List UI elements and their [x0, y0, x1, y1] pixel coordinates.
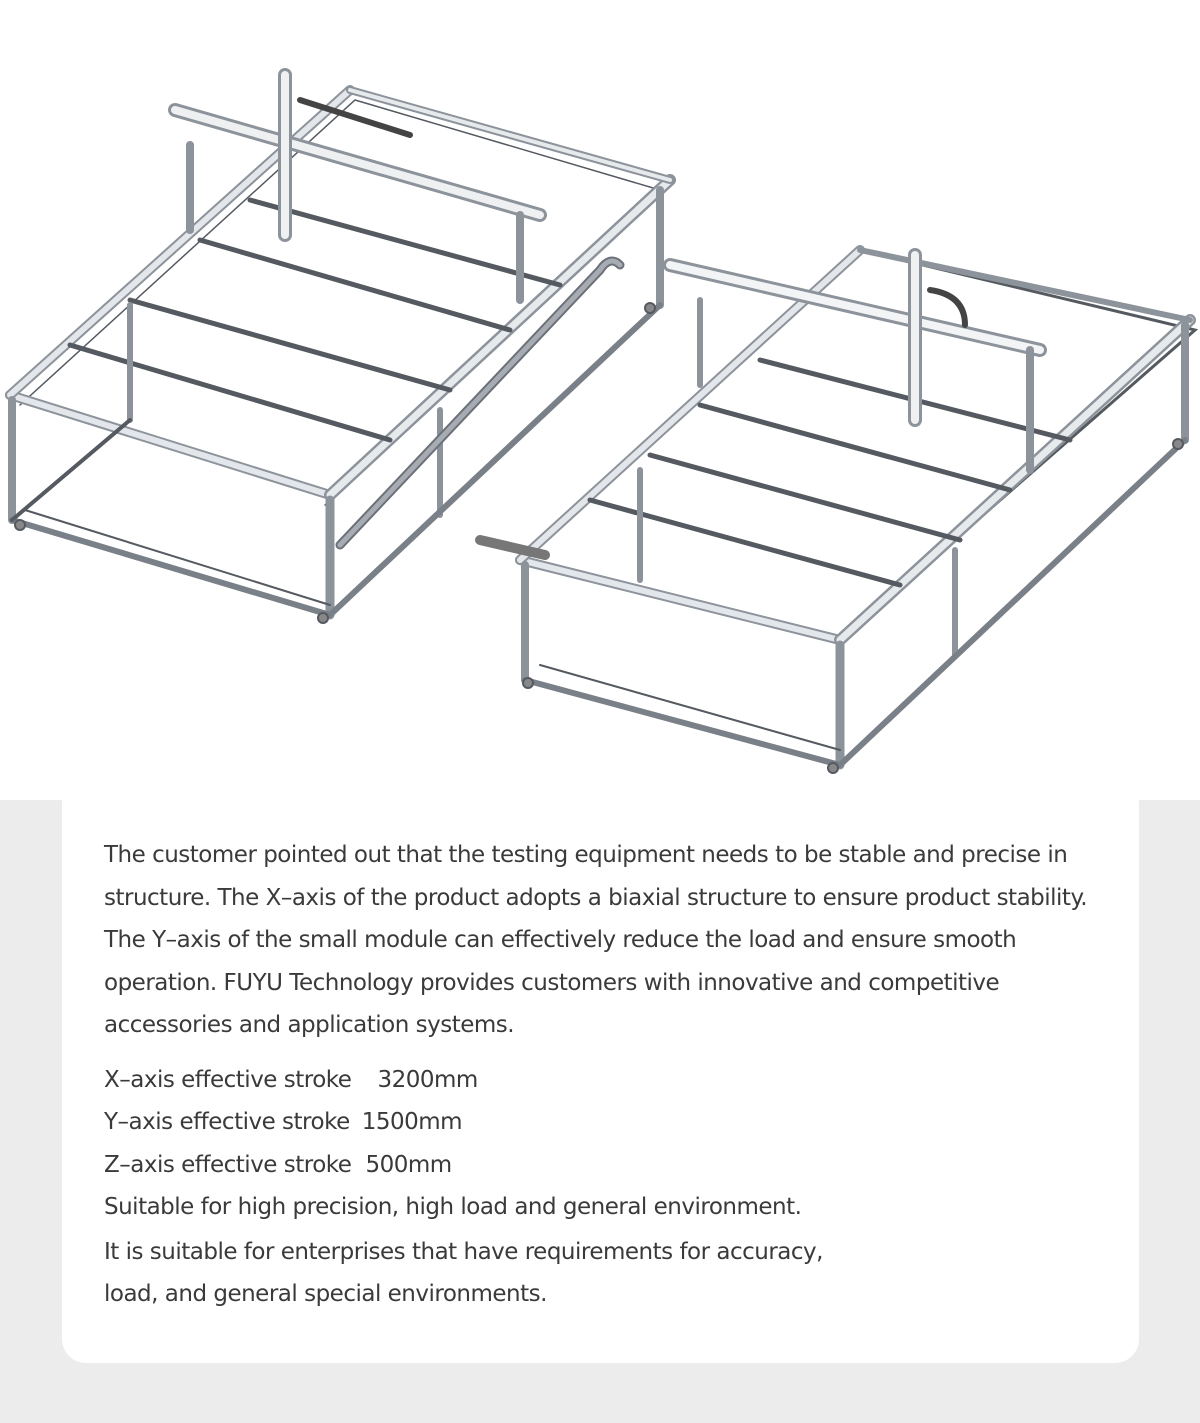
right-gantry-frame	[480, 250, 1195, 773]
suitability-text: Suitable for high precision, high load and general environment.	[104, 1194, 802, 1220]
spec-value: 1500mm	[361, 1109, 463, 1135]
spec-y-axis	[104, 1101, 1134, 1144]
left-gantry-frame	[10, 75, 670, 623]
spec-x-axis	[104, 1059, 1134, 1102]
description-text	[104, 834, 1134, 1316]
spec-value: 500mm	[365, 1151, 452, 1178]
spec-z-axis	[104, 1144, 1134, 1187]
spec-value: 3200mm	[377, 1066, 478, 1093]
spec-label: Z–axis effective stroke	[104, 1151, 352, 1178]
enterprise-note: It is suitable for enterprises that have requirements for accuracy, load, and general special environments.	[104, 1238, 823, 1307]
spec-label: Y–axis effective stroke	[104, 1109, 350, 1135]
intro-paragraph: The customer pointed out that the testing equipment needs to be stable and precise in structure. The X–axis of the product adopts a biaxial structure to ensure product stability. The Y–axis of the small module can effectively reduce the load and ensure smooth operation. FUYU Technology provides customers with innovative and competitive accessories and application systems.	[104, 842, 1088, 1038]
spec-label: X–axis effective stroke	[104, 1066, 352, 1093]
